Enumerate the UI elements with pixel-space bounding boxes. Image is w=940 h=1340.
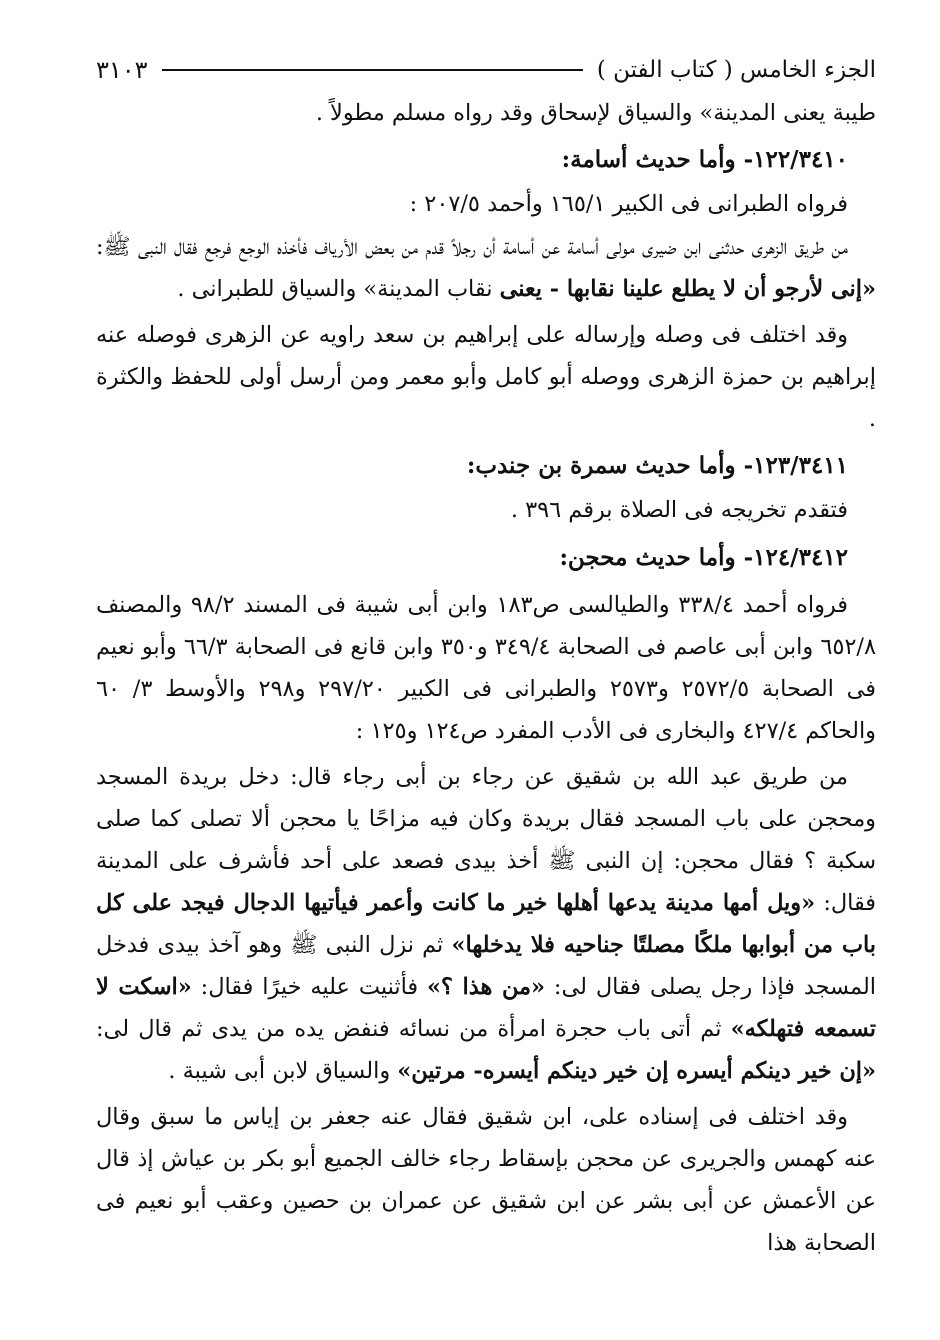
hadith-quote: «ويل أمها مدينة يدعها أهلها خير ما كانت وأعمر فيأتيها الدجال فيجد على كل باب من أبوابها ملكًا مصلتًا جناحيه فلا يدخلها» (96, 890, 876, 958)
narration-text: نقاب المدينة» والسياق للطبرانى . (177, 276, 500, 302)
paragraph-mihjan-narration (96, 756, 876, 1092)
section-heading-usama: ١٢٢/٣٤١٠- وأما حديث أسامة: (561, 146, 848, 173)
hadith-quote: «اسكت لا تسمعه فتهلكه» (96, 974, 877, 1042)
document-page (96, 48, 876, 1318)
running-title: الجزء الخامس ( كتاب الفتن ) (596, 57, 876, 83)
narration-text: ثم نزل النبى ﷺ وهو آخذ بيدى فدخل المسجد فإذا رجل يصلى فقال لى: (96, 932, 876, 1000)
paragraph-mihjan-discussion: وقد اختلف فى إسناده على، ابن شقيق فقال عنه جعفر بن إياس ما سبق وقال عنه كهمس والجريرى عن محجن بإسقاط رجاء خالف الجميع أبو بكر بن عياش إذ قال عن الأعمش عن أبى بشر عن ابن شقيق عن عمران بن حصين وعقب أبو نعيم فى الصحابة هذا (96, 1104, 876, 1256)
paragraph-usama-narration (96, 226, 876, 310)
narration-text: فأثنيت عليه خيرًا فقال: (191, 974, 428, 1000)
paragraph-usama-sources: فرواه الطبرانى فى الكبير ١٦٥/١ وأحمد ٢٠٧/٥ : (409, 191, 848, 217)
running-header (96, 48, 876, 92)
paragraph-mihjan-sources: فرواه أحمد ٣٣٨/٤ والطيالسى ص١٨٣ وابن أبى شيبة فى المسند ٩٨/٢ والمصنف ٦٥٢/٨ وابن أبى عاصم فى الصحابة ٣٤٩/٤ و٣٥٠ وابن قانع فى الصحابة ٦٦/٣ وأبو نعيم فى الصحابة ٢٥٧٢/٥ و٢٥٧٣ والطبرانى فى الكبير ٢٩٧/٢٠ و٢٩٨ والأوسط ٣/ ٦٠ والحاكم ٤٢٧/٤ والبخارى فى الأدب المفرد ص١٢٤ و١٢٥ : (96, 592, 876, 744)
hadith-quote: «من هذا ؟» (427, 974, 545, 1000)
narration-text: من طريق عبد الله بن شقيق عن رجاء بن أبى رجاء قال: دخل بريدة المسجد ومحجن على باب المسجد فقال بريدة وكان فيه مزاحًا يا محجن ألا تصلى كما صلى سكبة ؟ فقال محجن: إن النبى ﷺ أخذ بيدى فصعد على أحد فأشرف على المدينة فقال: (96, 764, 876, 916)
paragraph-samura-reference: فتقدم تخريجه فى الصلاة برقم ٣٩٦ . (510, 497, 848, 523)
hadith-quote: «إنى لأرجو أن لا يطلع علينا نقابها - يعنى (499, 276, 876, 302)
paragraph-usama-discussion: وقد اختلف فى وصله وإرساله على إبراهيم بن سعد راويه عن الزهرى فوصله عنه إبراهيم بن حمزة الزهرى ووصله أبو كامل وأبو معمر ومن أرسل أولى للحفظ والكثرة . (96, 322, 876, 432)
hadith-quote: «إن خير دينكم أيسره إن خير دينكم أيسره- مرتين» (397, 1058, 876, 1084)
narration-text: من طريق الزهرى حدثنى ابن ضيرى مولى أسامة عن أسامة أن رجلاً قدم من بعض الأرياف فأخذه الوجع فرجع فقال النبى ﷺ: (96, 234, 848, 260)
section-heading-samura: ١٢٣/٣٤١١- وأما حديث سمرة بن جندب: (466, 452, 848, 479)
narration-text: ثم أتى باب حجرة امرأة من نسائه فنفض يده من يدى ثم قال لى: (96, 1016, 731, 1042)
page-number: ٣١٠٣ (96, 56, 148, 84)
header-rule (162, 69, 583, 71)
section-heading-mihjan: ١٢٤/٣٤١٢- وأما حديث محجن: (559, 544, 848, 571)
narration-text: والسياق لابن أبى شيبة . (168, 1058, 398, 1084)
paragraph-continuation: طيبة يعنى المدينة» والسياق لإسحاق وقد رواه مسلم مطولاً . (315, 100, 876, 126)
